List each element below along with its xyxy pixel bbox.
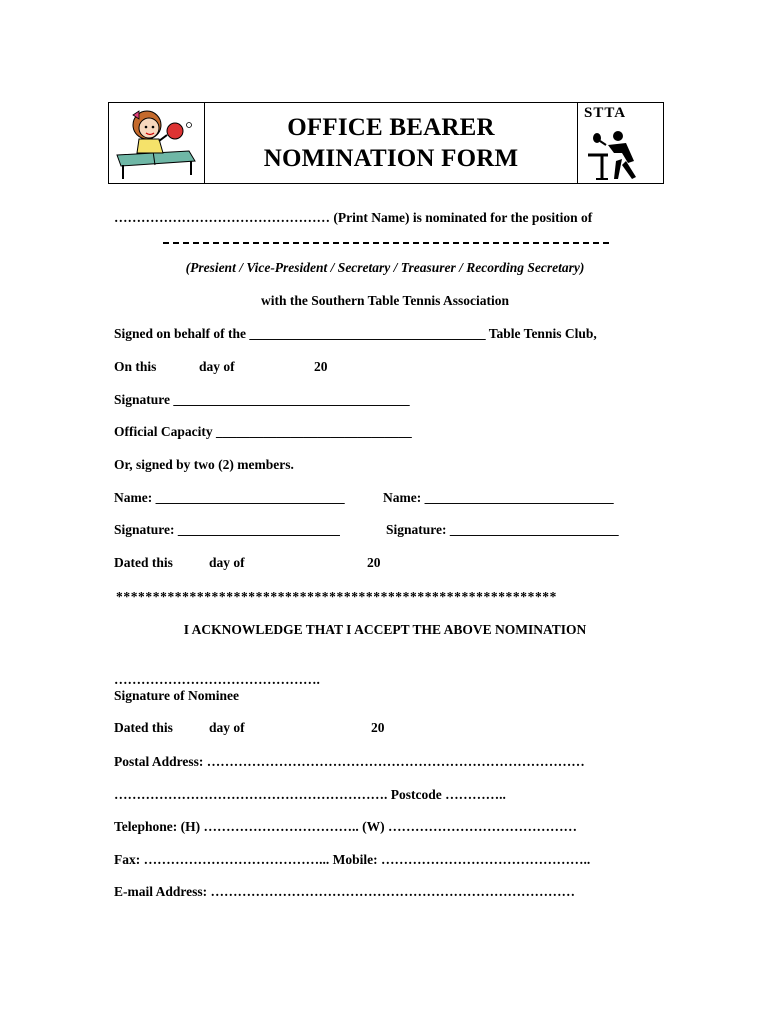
title-line-1: OFFICE BEARER (287, 114, 495, 141)
telephone-line: Telephone: (H) …………………………….. (W) …………………………………… (114, 819, 577, 834)
form-title (205, 103, 577, 183)
acknowledge-heading: I ACKNOWLEDGE THAT I ACCEPT THE ABOVE NOMINATION (183, 622, 587, 637)
form-header (108, 102, 664, 184)
official-capacity-line: Official Capacity _____________________________ (114, 424, 412, 439)
on-this-label: On this (114, 359, 157, 374)
dated-day-of-label: day of (209, 555, 245, 570)
fax-mobile-line: Fax: …………………………………... Mobile: ……………………………………….. (114, 852, 591, 867)
signed-behalf-line: Signed on behalf of the ___________________________________ Table Tennis Club, (114, 326, 597, 341)
signature-of-nominee-label: Signature of Nominee (114, 688, 239, 703)
nominee-year-label: 20 (371, 720, 385, 735)
postcode-line: ……………………………………………………. Postcode ………….. (114, 787, 506, 802)
position-dashed-line (163, 242, 609, 244)
dated-year-label: 20 (367, 555, 381, 570)
positions-list: (Presient / Vice-President / Secretary / Treasurer / Recording Secretary) (185, 260, 585, 275)
nominee-signature-dots: ………………………………………. (114, 672, 320, 687)
member-signature-left: Signature: ________________________ (114, 522, 340, 537)
association-line: with the Southern Table Tennis Association (261, 293, 509, 308)
stta-logo-text: STTA (584, 105, 627, 121)
dated-this-label: Dated this (114, 555, 173, 570)
stta-logo-cell (577, 103, 663, 183)
year-label: 20 (314, 359, 328, 374)
or-signed-line: Or, signed by two (2) members. (114, 457, 294, 472)
member-name-right: Name: ____________________________ (383, 490, 614, 505)
table-tennis-girl-icon (109, 103, 203, 183)
print-name-line: ………………………………………… (Print Name) is nominated for the position of (114, 210, 593, 225)
table-tennis-girl-logo-cell (109, 103, 205, 183)
title-line-2: NOMINATION FORM (263, 145, 519, 172)
table-tennis-player-icon (578, 103, 664, 183)
nominee-day-of-label: day of (209, 720, 245, 735)
postal-address-line: Postal Address: ………………………………………………………………………… (114, 754, 585, 769)
member-signature-right: Signature: _________________________ (386, 522, 619, 537)
member-name-left: Name: ____________________________ (114, 490, 345, 505)
email-address-line: E-mail Address: ……………………………………………………………………… (114, 884, 576, 899)
nominee-dated-this-label: Dated this (114, 720, 173, 735)
signature-line: Signature ___________________________________ (114, 392, 410, 407)
separator-stars: ************************************************************ (116, 589, 557, 604)
day-of-label: day of (199, 359, 235, 374)
